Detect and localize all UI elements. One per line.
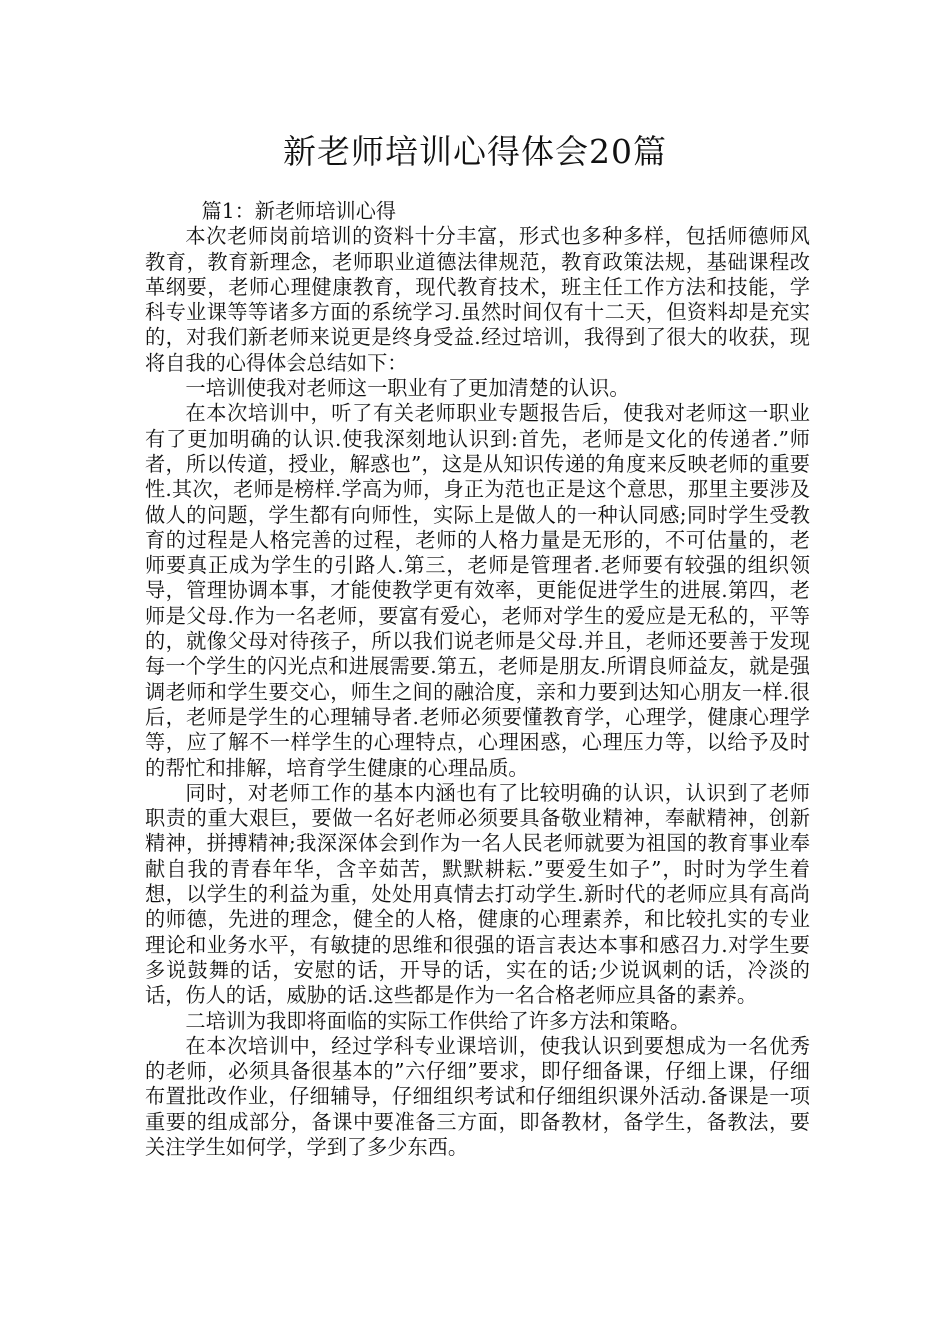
section-heading: 篇1：新老师培训心得 <box>201 199 397 223</box>
paragraph: 同时，对老师工作的基本内涵也有了比较明确的认识，认识到了老师职责的重大艰巨，要做一名好老师必须要具备敬业精神，奉献精神，创新精神，拼搏精神;我深深体会到作为一名人民老师就要为祖国的教育事业奉献自我的青春年华，含辛茹苦，默默耕耘.”要爱生如子”，时时为学生着想，以学生的利益为重，处处用真情去打动学生.新时代的老师应具有高尚的师德，先进的理念，健全的人格，健康的心理素养，和比较扎实的专业理论和业务水平，有敏捷的思维和很强的语言表达本事和感召力.对学生要多说鼓舞的话，安慰的话，开导的话，实在的话;少说讽刺的话，冷淡的话，伤人的话，威胁的话.这些都是作为一名合格老师应具备的素养。 <box>145 780 810 1008</box>
paragraph: 一培训使我对老师这一职业有了更加清楚的认识。 <box>185 376 630 401</box>
paragraph: 二培训为我即将面临的实际工作供给了许多方法和策略。 <box>185 1008 691 1033</box>
paragraph: 在本次培训中，听了有关老师职业专题报告后，使我对老师这一职业有了更加明确的认识.使我深刻地认识到:首先，老师是文化的传递者.”师者，所以传道，授业，解惑也”，这是从知识传递的角度来反映老师的重要性.其次，老师是榜样.学高为师，身正为范也正是这个意思，那里主要涉及做人的问题，学生都有向师性，实际上是做人的一种认同感;同时学生受教育的过程是人格完善的过程，老师的人格力量是无形的，不可估量的，老师要真正成为学生的引路人.第三，老师是管理者.老师要有较强的组织领导，管理协调本事，才能使教学更有效率，更能促进学生的进展.第四，老师是父母.作为一名老师，要富有爱心，老师对学生的爱应是无私的，平等的，就像父母对待孩子，所以我们说老师是父母.并且，老师还要善于发现每一个学生的闪光点和进展需要.第五，老师是朋友.所谓良师益友，就是强调老师和学生要交心，师生之间的融洽度，亲和力要到达知心朋友一样.很后，老师是学生的心理辅导者.老师必须要懂教育学，心理学，健康心理学等，应了解不一样学生的心理特点，心理困惑，心理压力等，以给予及时的帮忙和排解，培育学生健康的心理品质。 <box>145 401 810 780</box>
document-title: 新老师培训心得体会20篇 <box>283 132 667 171</box>
paragraph: 在本次培训中，经过学科专业课培训，使我认识到要想成为一名优秀的老师，必须具备很基本的”六仔细”要求，即仔细备课，仔细上课，仔细布置批改作业，仔细辅导，仔细组织考试和仔细组织课外活动.备课是一项重要的组成部分，备课中要准备三方面，即备教材，备学生，备教法，要关注学生如何学，学到了多少东西。 <box>145 1033 810 1159</box>
document-body <box>145 199 810 1160</box>
paragraph: 本次老师岗前培训的资料十分丰富，形式也多种多样，包括师德师风教育，教育新理念，老师职业道德法律规范，教育政策法规，基础课程改革纲要，老师心理健康教育，现代教育技术，班主任工作方法和技能，学科专业课等等诸多方面的系统学习.虽然时间仅有十二天，但资料却是充实的，对我们新老师来说更是终身受益.经过培训，我得到了很大的收获，现将自我的心得体会总结如下： <box>145 224 810 375</box>
